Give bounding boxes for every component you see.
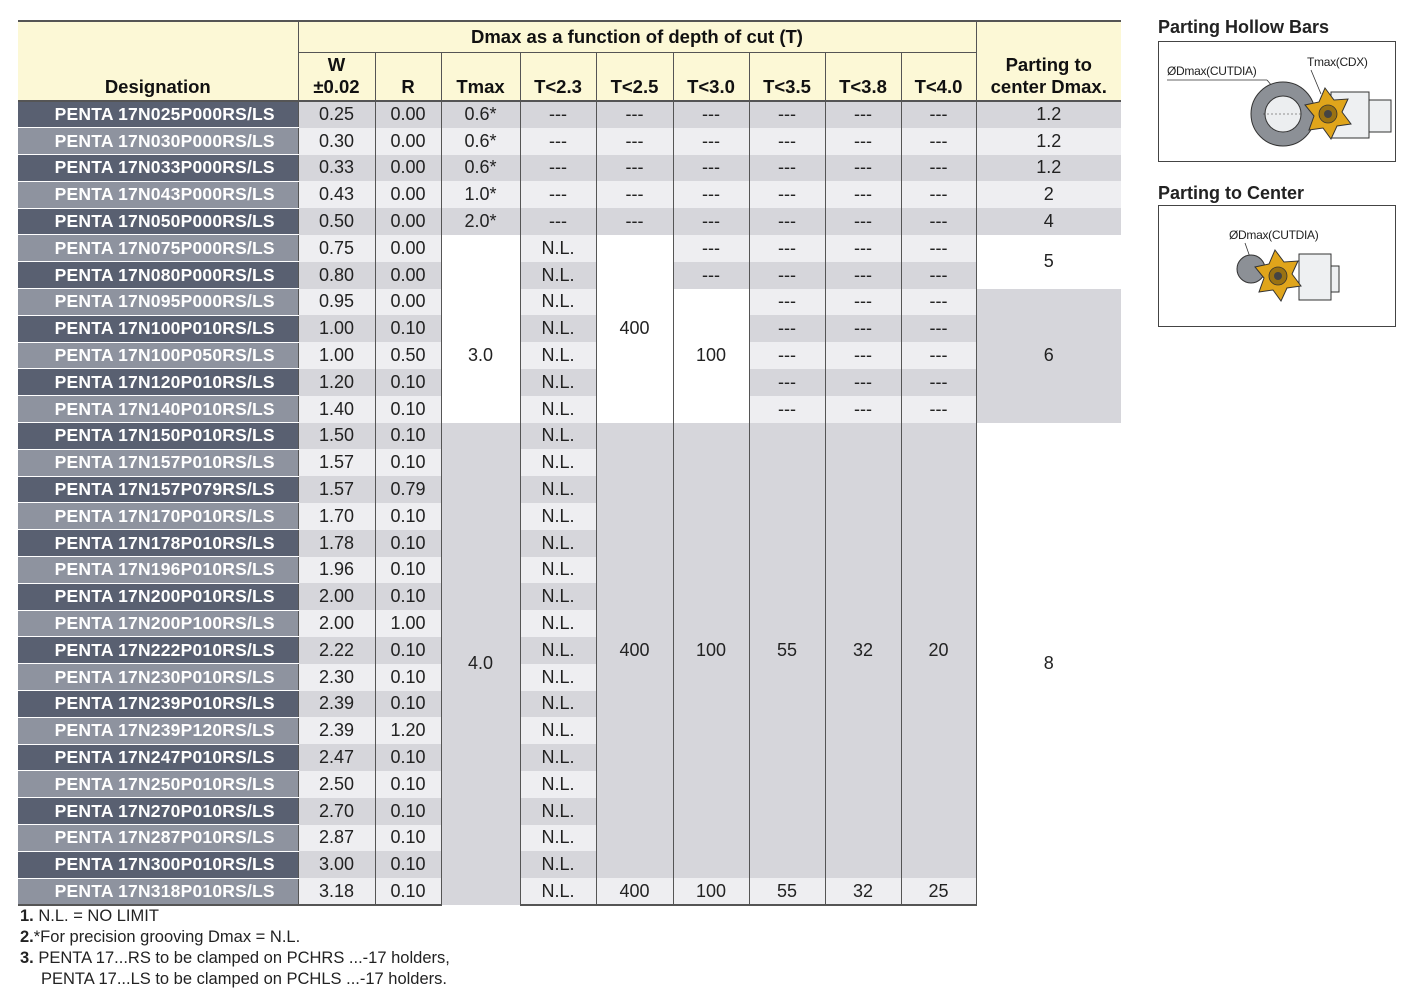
t40-cell: --- xyxy=(901,101,976,128)
insert-table xyxy=(18,20,1121,906)
t25-cell: 400 xyxy=(596,878,673,905)
t23-cell: --- xyxy=(520,181,596,208)
radius-cell: 0.10 xyxy=(375,878,441,905)
designation-cell: PENTA 17N150P010RS/LS xyxy=(18,423,298,450)
table-row xyxy=(18,369,1121,396)
radius-cell: 0.10 xyxy=(375,664,441,691)
footnote-2-text: *For precision grooving Dmax = N.L. xyxy=(33,928,301,946)
header-parting xyxy=(976,21,1121,101)
designation-cell: PENTA 17N157P010RS/LS xyxy=(18,449,298,476)
table-row xyxy=(18,128,1121,155)
t23-cell: N.L. xyxy=(520,583,596,610)
t35-cell: 55 xyxy=(749,878,825,905)
radius-cell: 0.00 xyxy=(375,262,441,289)
footnote-2-number: 2. xyxy=(20,928,34,946)
width-cell: 2.39 xyxy=(298,691,375,718)
header-t23: T<2.3 xyxy=(520,52,596,101)
t30-cell: --- xyxy=(673,101,749,128)
t23-cell: N.L. xyxy=(520,262,596,289)
designation-cell: PENTA 17N239P010RS/LS xyxy=(18,691,298,718)
t23-cell: N.L. xyxy=(520,717,596,744)
t23-cell: N.L. xyxy=(520,396,596,423)
radius-cell: 0.00 xyxy=(375,235,441,262)
dmax-label-1: ØDmax(CUTDIA) xyxy=(1167,64,1257,78)
table-row xyxy=(18,289,1121,316)
radius-cell: 0.10 xyxy=(375,396,441,423)
width-cell: 2.47 xyxy=(298,744,375,771)
parting-dmax-6: 6 xyxy=(976,289,1121,423)
designation-cell: PENTA 17N200P100RS/LS xyxy=(18,610,298,637)
designation-cell: PENTA 17N200P010RS/LS xyxy=(18,583,298,610)
t40-cell: --- xyxy=(901,208,976,235)
t23-cell: N.L. xyxy=(520,637,596,664)
width-cell: 0.25 xyxy=(298,101,375,128)
t23-cell: N.L. xyxy=(520,691,596,718)
width-cell: 1.00 xyxy=(298,342,375,369)
footnote-3-number: 3. xyxy=(20,949,34,967)
radius-cell: 1.00 xyxy=(375,610,441,637)
t30-cell: --- xyxy=(673,128,749,155)
t38-cell: --- xyxy=(825,396,901,423)
radius-cell: 0.10 xyxy=(375,449,441,476)
designation-cell: PENTA 17N247P010RS/LS xyxy=(18,744,298,771)
designation-cell: PENTA 17N250P010RS/LS xyxy=(18,771,298,798)
designation-cell: PENTA 17N080P000RS/LS xyxy=(18,262,298,289)
parting-cell: 4 xyxy=(976,208,1121,235)
hollow-bar-icon xyxy=(1251,82,1315,146)
t38-cell: --- xyxy=(825,369,901,396)
table-row xyxy=(18,396,1121,423)
footnote-1-text: N.L. = NO LIMIT xyxy=(33,907,159,925)
dmax-t30-group-2: 100 xyxy=(673,423,749,879)
designation-cell: PENTA 17N170P010RS/LS xyxy=(18,503,298,530)
width-cell: 2.00 xyxy=(298,610,375,637)
radius-cell: 0.00 xyxy=(375,101,441,128)
radius-cell: 0.10 xyxy=(375,423,441,450)
penta-insert-icon-2 xyxy=(1255,250,1301,301)
t30-cell: --- xyxy=(673,262,749,289)
table-row xyxy=(18,235,1121,262)
header-tmax: Tmax xyxy=(441,52,520,101)
dmax-t30-group-1: 100 xyxy=(673,289,749,423)
table-row xyxy=(18,878,1121,905)
radius-cell: 0.10 xyxy=(375,798,441,825)
tmax-40-cell: 4.0 xyxy=(441,423,520,905)
t35-cell: --- xyxy=(749,396,825,423)
designation-cell: PENTA 17N075P000RS/LS xyxy=(18,235,298,262)
t35-cell: --- xyxy=(749,181,825,208)
t40-cell: --- xyxy=(901,128,976,155)
t35-cell: --- xyxy=(749,155,825,182)
t38-cell: --- xyxy=(825,101,901,128)
t40-cell: 25 xyxy=(901,878,976,905)
header-t25: T<2.5 xyxy=(596,52,673,101)
t40-cell: --- xyxy=(901,396,976,423)
width-cell: 1.57 xyxy=(298,476,375,503)
t40-cell: --- xyxy=(901,369,976,396)
width-cell: 1.40 xyxy=(298,396,375,423)
t38-cell: --- xyxy=(825,262,901,289)
header-r: R xyxy=(375,52,441,101)
parting-cell: 1.2 xyxy=(976,155,1121,182)
table-row xyxy=(18,262,1121,289)
width-cell: 1.20 xyxy=(298,369,375,396)
t35-cell: --- xyxy=(749,315,825,342)
dmax-t25-group-2: 400 xyxy=(596,423,673,879)
tmax-cell: 0.6* xyxy=(441,101,520,128)
t40-cell: --- xyxy=(901,289,976,316)
t35-cell: --- xyxy=(749,208,825,235)
t23-cell: N.L. xyxy=(520,342,596,369)
designation-cell: PENTA 17N120P010RS/LS xyxy=(18,369,298,396)
designation-cell: PENTA 17N140P010RS/LS xyxy=(18,396,298,423)
width-cell: 0.95 xyxy=(298,289,375,316)
t25-cell: --- xyxy=(596,181,673,208)
designation-cell: PENTA 17N095P000RS/LS xyxy=(18,289,298,316)
tmax-label: Tmax(CDX) xyxy=(1307,55,1368,69)
table-row xyxy=(18,342,1121,369)
radius-cell: 0.00 xyxy=(375,128,441,155)
dmax-t25-group-1: 400 xyxy=(596,235,673,423)
radius-cell: 0.00 xyxy=(375,181,441,208)
t23-cell: N.L. xyxy=(520,449,596,476)
table-row xyxy=(18,208,1121,235)
designation-cell: PENTA 17N100P010RS/LS xyxy=(18,315,298,342)
t25-cell: --- xyxy=(596,155,673,182)
header-t35: T<3.5 xyxy=(749,52,825,101)
radius-cell: 0.10 xyxy=(375,503,441,530)
header-parting-line1: Parting to xyxy=(1005,54,1092,75)
t38-cell: --- xyxy=(825,315,901,342)
designation-cell: PENTA 17N030P000RS/LS xyxy=(18,128,298,155)
radius-cell: 0.10 xyxy=(375,691,441,718)
t23-cell: --- xyxy=(520,101,596,128)
footnote-1 xyxy=(20,906,450,927)
t40-cell: --- xyxy=(901,181,976,208)
footnote-2 xyxy=(20,927,450,948)
hollow-bars-title: Parting Hollow Bars xyxy=(1158,17,1330,37)
designation-cell: PENTA 17N318P010RS/LS xyxy=(18,878,298,905)
table-body xyxy=(18,101,1121,905)
designation-cell: PENTA 17N100P050RS/LS xyxy=(18,342,298,369)
width-cell: 2.30 xyxy=(298,664,375,691)
header-t40: T<4.0 xyxy=(901,52,976,101)
radius-cell: 0.10 xyxy=(375,637,441,664)
designation-cell: PENTA 17N178P010RS/LS xyxy=(18,530,298,557)
dmax-t38-group: 32 xyxy=(825,423,901,879)
t30-cell: --- xyxy=(673,155,749,182)
radius-cell: 0.00 xyxy=(375,208,441,235)
width-cell: 0.30 xyxy=(298,128,375,155)
designation-cell: PENTA 17N239P120RS/LS xyxy=(18,717,298,744)
dmax-label-2: ØDmax(CUTDIA) xyxy=(1229,228,1319,242)
width-cell: 0.50 xyxy=(298,208,375,235)
radius-cell: 0.10 xyxy=(375,315,441,342)
width-cell: 0.33 xyxy=(298,155,375,182)
t23-cell: N.L. xyxy=(520,878,596,905)
designation-cell: PENTA 17N196P010RS/LS xyxy=(18,557,298,584)
radius-cell: 0.79 xyxy=(375,476,441,503)
tmax-cell: 1.0* xyxy=(441,181,520,208)
width-cell: 1.50 xyxy=(298,423,375,450)
t23-cell: --- xyxy=(520,128,596,155)
t23-cell: N.L. xyxy=(520,771,596,798)
width-cell: 2.87 xyxy=(298,825,375,852)
table-row xyxy=(18,101,1121,128)
parting-dmax-5: 5 xyxy=(976,235,1121,289)
t23-cell: N.L. xyxy=(520,235,596,262)
designation-cell: PENTA 17N157P079RS/LS xyxy=(18,476,298,503)
parting-center-title: Parting to Center xyxy=(1158,183,1305,203)
t38-cell: --- xyxy=(825,128,901,155)
width-cell: 1.00 xyxy=(298,315,375,342)
t30-cell: --- xyxy=(673,208,749,235)
dmax-t35-group: 55 xyxy=(749,423,825,879)
parting-cell: 1.2 xyxy=(976,128,1121,155)
footnote-3 xyxy=(20,948,450,969)
t23-cell: N.L. xyxy=(520,664,596,691)
header-t30: T<3.0 xyxy=(673,52,749,101)
dmax-t40-group: 20 xyxy=(901,423,976,879)
header-t38: T<3.8 xyxy=(825,52,901,101)
width-cell: 0.80 xyxy=(298,262,375,289)
t40-cell: --- xyxy=(901,342,976,369)
t35-cell: --- xyxy=(749,342,825,369)
tmax-30-cell: 3.0 xyxy=(441,289,520,423)
designation-cell: PENTA 17N222P010RS/LS xyxy=(18,637,298,664)
t23-cell: N.L. xyxy=(520,530,596,557)
radius-cell: 0.00 xyxy=(375,155,441,182)
designation-cell: PENTA 17N300P010RS/LS xyxy=(18,851,298,878)
t23-cell: --- xyxy=(520,155,596,182)
t23-cell: N.L. xyxy=(520,503,596,530)
radius-cell: 0.50 xyxy=(375,342,441,369)
t25-cell: --- xyxy=(596,208,673,235)
t23-cell: N.L. xyxy=(520,289,596,316)
t23-cell: N.L. xyxy=(520,369,596,396)
table-row xyxy=(18,155,1121,182)
header-parting-line2: center Dmax. xyxy=(990,76,1107,97)
t23-cell: N.L. xyxy=(520,825,596,852)
t35-cell: --- xyxy=(749,128,825,155)
radius-cell: 0.10 xyxy=(375,557,441,584)
t35-cell: --- xyxy=(749,235,825,262)
t23-cell: N.L. xyxy=(520,423,596,450)
tmax-cell: 0.6* xyxy=(441,128,520,155)
table-row xyxy=(18,181,1121,208)
width-cell: 3.18 xyxy=(298,878,375,905)
width-cell: 1.78 xyxy=(298,530,375,557)
designation-cell: PENTA 17N287P010RS/LS xyxy=(18,825,298,852)
t38-cell: --- xyxy=(825,342,901,369)
designation-cell: PENTA 17N230P010RS/LS xyxy=(18,664,298,691)
width-cell: 1.96 xyxy=(298,557,375,584)
designation-cell: PENTA 17N025P000RS/LS xyxy=(18,101,298,128)
radius-cell: 0.10 xyxy=(375,851,441,878)
t40-cell: --- xyxy=(901,235,976,262)
t38-cell: 32 xyxy=(825,878,901,905)
designation-cell: PENTA 17N043P000RS/LS xyxy=(18,181,298,208)
header-w-tolerance: ±0.02 xyxy=(313,76,360,97)
radius-cell: 1.20 xyxy=(375,717,441,744)
t30-cell: 100 xyxy=(673,878,749,905)
t40-cell: --- xyxy=(901,315,976,342)
t35-cell: --- xyxy=(749,289,825,316)
t40-cell: --- xyxy=(901,155,976,182)
t23-cell: N.L. xyxy=(520,476,596,503)
hollow-bars-diagram xyxy=(1158,41,1396,162)
parting-dmax-8: 8 xyxy=(976,423,1121,905)
header-w-label: W xyxy=(327,54,346,75)
t23-cell: N.L. xyxy=(520,798,596,825)
radius-cell: 0.10 xyxy=(375,583,441,610)
footnote-3-text: PENTA 17...RS to be clamped on PCHRS ...-17 holders, xyxy=(33,949,450,967)
footnote-1-number: 1. xyxy=(20,907,34,925)
radius-cell: 0.10 xyxy=(375,369,441,396)
t23-cell: --- xyxy=(520,208,596,235)
radius-cell: 0.10 xyxy=(375,530,441,557)
width-cell: 3.00 xyxy=(298,851,375,878)
tmax-25-group xyxy=(441,235,520,289)
t23-cell: N.L. xyxy=(520,557,596,584)
footnote-3-continued: PENTA 17...LS to be clamped on PCHLS ...-17 holders. xyxy=(41,970,447,988)
radius-cell: 0.00 xyxy=(375,289,441,316)
t23-cell: N.L. xyxy=(520,610,596,637)
width-cell: 0.43 xyxy=(298,181,375,208)
t30-cell: --- xyxy=(673,181,749,208)
t38-cell: --- xyxy=(825,155,901,182)
radius-cell: 0.10 xyxy=(375,825,441,852)
width-cell: 2.39 xyxy=(298,717,375,744)
parting-center-diagram xyxy=(1158,205,1396,327)
footnotes xyxy=(20,906,450,990)
table-row xyxy=(18,423,1121,450)
width-cell: 0.75 xyxy=(298,235,375,262)
t35-cell: --- xyxy=(749,101,825,128)
width-cell: 2.50 xyxy=(298,771,375,798)
t23-cell: N.L. xyxy=(520,851,596,878)
width-cell: 1.70 xyxy=(298,503,375,530)
t30-cell: --- xyxy=(673,235,749,262)
t25-cell: --- xyxy=(596,128,673,155)
t23-cell: N.L. xyxy=(520,315,596,342)
header-designation: Designation xyxy=(18,21,298,101)
t35-cell: --- xyxy=(749,262,825,289)
width-cell: 2.00 xyxy=(298,583,375,610)
parting-cell: 1.2 xyxy=(976,101,1121,128)
radius-cell: 0.10 xyxy=(375,771,441,798)
tmax-cell: 0.6* xyxy=(441,155,520,182)
t35-cell: --- xyxy=(749,369,825,396)
header-dmax-group: Dmax as a function of depth of cut (T) xyxy=(298,21,976,52)
width-cell: 1.57 xyxy=(298,449,375,476)
t25-cell: --- xyxy=(596,101,673,128)
width-cell: 2.70 xyxy=(298,798,375,825)
designation-cell: PENTA 17N033P000RS/LS xyxy=(18,155,298,182)
holder-icon-2 xyxy=(1299,254,1339,300)
t38-cell: --- xyxy=(825,289,901,316)
designation-cell: PENTA 17N050P000RS/LS xyxy=(18,208,298,235)
t38-cell: --- xyxy=(825,235,901,262)
designation-cell: PENTA 17N270P010RS/LS xyxy=(18,798,298,825)
width-cell: 2.22 xyxy=(298,637,375,664)
parting-cell: 2 xyxy=(976,181,1121,208)
radius-cell: 0.10 xyxy=(375,744,441,771)
t40-cell: --- xyxy=(901,262,976,289)
header-w xyxy=(298,52,375,101)
t38-cell: --- xyxy=(825,208,901,235)
table-row xyxy=(18,315,1121,342)
t23-cell: N.L. xyxy=(520,744,596,771)
t38-cell: --- xyxy=(825,181,901,208)
tmax-cell: 2.0* xyxy=(441,208,520,235)
